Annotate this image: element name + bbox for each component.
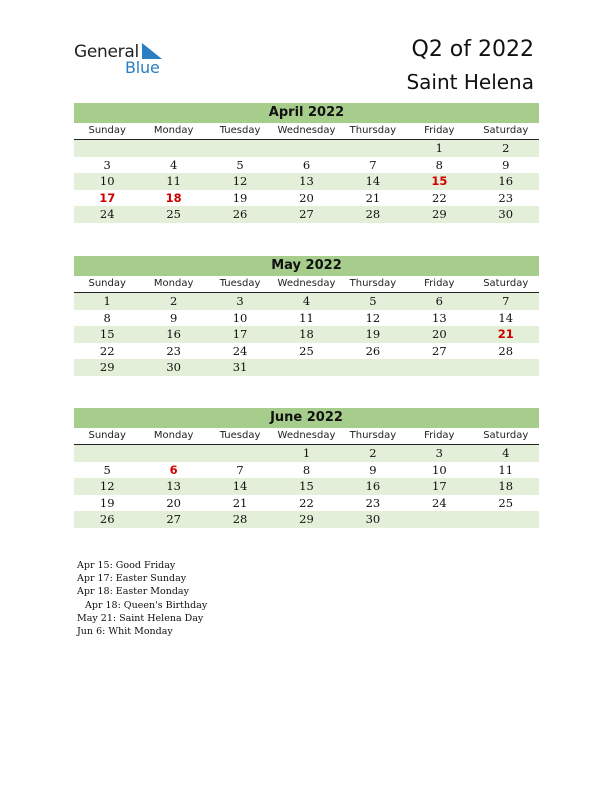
holiday-day-cell: 15: [431, 174, 448, 188]
day-cell: 27: [166, 512, 181, 526]
day-cell: 12: [99, 479, 115, 493]
day-cell: 5: [236, 157, 244, 172]
day-cell: 1: [103, 294, 111, 308]
holiday-item: May 21: Saint Helena Day: [77, 612, 204, 624]
day-cell: 16: [365, 479, 381, 493]
day-cell: 11: [166, 174, 181, 188]
day-cell: 27: [299, 207, 314, 221]
day-cell: 16: [166, 327, 181, 341]
week-row: [74, 343, 539, 360]
day-cell: 19: [365, 327, 381, 341]
day-cell: 13: [432, 310, 447, 325]
month-title: May 2022: [74, 256, 539, 276]
day-cell: [207, 445, 273, 462]
weekday-label: Wednesday: [277, 430, 336, 441]
day-cell: 20: [166, 495, 181, 510]
day-cell: 12: [232, 174, 248, 188]
weekday-label: Sunday: [88, 125, 126, 136]
day-cell: [473, 359, 539, 376]
weekday-label: Monday: [153, 278, 194, 289]
weekday-label: Tuesday: [219, 125, 261, 136]
day-cell: [140, 140, 206, 157]
day-cell: 9: [169, 310, 178, 325]
day-cell: 4: [169, 157, 178, 172]
weekday-label: Saturday: [483, 430, 529, 441]
day-cell: 11: [498, 462, 514, 477]
week-row: [74, 495, 539, 512]
day-cell: 8: [435, 157, 443, 172]
day-cell: 19: [99, 495, 115, 510]
day-cell: 27: [432, 343, 447, 358]
day-cell: 26: [232, 207, 248, 221]
week-row: [74, 478, 539, 495]
day-cell: 14: [365, 174, 381, 188]
day-cell: [273, 359, 339, 376]
weekday-label: Tuesday: [219, 430, 261, 441]
weekday-label: Saturday: [483, 278, 529, 289]
day-cell: 1: [435, 141, 443, 155]
day-cell: 29: [432, 207, 447, 221]
week-row: [74, 462, 539, 479]
day-cell: 18: [498, 479, 514, 493]
day-cell: 25: [166, 207, 181, 221]
day-cell: 6: [302, 157, 311, 172]
holiday-day-cell: 21: [497, 327, 514, 341]
weekday-label: Friday: [424, 125, 455, 136]
day-cell: 5: [369, 294, 377, 308]
day-cell: 16: [498, 174, 514, 188]
week-row: [74, 326, 539, 343]
day-cell: 4: [302, 294, 311, 308]
day-cell: 13: [299, 174, 314, 188]
day-cell: 15: [99, 327, 115, 341]
day-cell: 2: [369, 446, 377, 460]
weekday-label: Friday: [424, 278, 455, 289]
holiday-list: [77, 559, 207, 638]
day-cell: 19: [232, 190, 248, 205]
weekday-label: Monday: [153, 125, 194, 136]
page-subtitle: Saint Helena: [406, 70, 534, 94]
week-row: [74, 293, 539, 310]
weekday-label: Sunday: [88, 430, 126, 441]
week-row: [74, 310, 539, 327]
day-cell: 17: [432, 479, 447, 493]
month-calendar: [74, 256, 539, 376]
week-row: [74, 206, 539, 223]
day-cell: 13: [166, 479, 181, 493]
weekday-label: Wednesday: [277, 125, 336, 136]
week-row: [74, 140, 539, 157]
day-cell: 22: [432, 190, 447, 205]
day-cell: 24: [432, 495, 447, 510]
day-cell: 28: [232, 512, 248, 526]
day-cell: 25: [299, 343, 314, 358]
day-cell: 7: [236, 462, 244, 477]
day-cell: 11: [299, 310, 314, 325]
day-cell: 20: [299, 190, 314, 205]
weekday-header-row: [74, 428, 539, 445]
week-row: [74, 190, 539, 207]
month-title: June 2022: [74, 408, 539, 428]
day-cell: 1: [302, 446, 311, 460]
day-cell: 18: [299, 327, 314, 341]
holiday-day-cell: 17: [99, 190, 116, 205]
day-cell: 3: [236, 294, 244, 308]
day-cell: 6: [435, 294, 443, 308]
weekday-label: Saturday: [483, 125, 529, 136]
holiday-item: Apr 18: Queen's Birthday: [85, 599, 208, 611]
week-row: [74, 511, 539, 528]
day-cell: 21: [232, 495, 248, 510]
day-cell: [340, 140, 406, 157]
day-cell: 31: [232, 360, 248, 374]
weekday-header-row: [74, 123, 539, 140]
weekday-header-row: [74, 276, 539, 293]
day-cell: 20: [432, 327, 447, 341]
month-title: April 2022: [74, 103, 539, 123]
day-cell: 26: [99, 512, 115, 526]
day-cell: 29: [99, 360, 115, 374]
holiday-day-cell: 6: [169, 462, 178, 477]
day-cell: 10: [432, 462, 447, 477]
day-cell: 12: [365, 310, 381, 325]
day-cell: 28: [365, 207, 381, 221]
weekday-label: Wednesday: [277, 278, 336, 289]
month-calendar: [74, 103, 539, 223]
week-row: [74, 359, 539, 376]
day-cell: [473, 511, 539, 528]
day-cell: [406, 359, 472, 376]
weekday-label: Tuesday: [219, 278, 261, 289]
day-cell: 28: [498, 343, 514, 358]
day-cell: 22: [299, 495, 314, 510]
day-cell: 5: [103, 462, 111, 477]
day-cell: [340, 359, 406, 376]
holiday-item: Apr 18: Easter Monday: [77, 586, 189, 598]
week-row: [74, 157, 539, 174]
day-cell: 23: [365, 495, 381, 510]
day-cell: 7: [369, 157, 377, 172]
holiday-day-cell: 18: [165, 190, 182, 205]
month-calendar: [74, 408, 539, 528]
day-cell: 24: [99, 207, 115, 221]
logo-blue-text: Blue: [125, 58, 160, 77]
day-cell: 30: [498, 207, 514, 221]
day-cell: 23: [166, 343, 181, 358]
day-cell: 22: [99, 343, 115, 358]
day-cell: [406, 511, 472, 528]
weekday-label: Thursday: [349, 278, 397, 289]
holiday-item: Apr 17: Easter Sunday: [77, 573, 187, 585]
logo: [74, 42, 174, 78]
page-title: Q2 of 2022: [411, 37, 534, 62]
day-cell: 10: [99, 174, 115, 188]
day-cell: 15: [299, 479, 314, 493]
weekday-label: Sunday: [88, 278, 126, 289]
day-cell: [74, 445, 140, 462]
logo-general-text: General: [74, 42, 139, 62]
day-cell: 8: [103, 310, 111, 325]
day-cell: 9: [369, 462, 377, 477]
day-cell: 14: [232, 479, 248, 493]
day-cell: 26: [365, 343, 381, 358]
day-cell: 29: [299, 512, 314, 526]
day-cell: 4: [502, 446, 510, 460]
day-cell: 24: [232, 343, 248, 358]
holiday-item: Apr 15: Good Friday: [77, 560, 176, 571]
week-row: [74, 445, 539, 462]
day-cell: [74, 140, 140, 157]
day-cell: 21: [365, 190, 381, 205]
day-cell: [140, 445, 206, 462]
day-cell: 3: [435, 446, 443, 460]
day-cell: 7: [502, 294, 510, 308]
weekday-label: Monday: [153, 430, 194, 441]
weekday-label: Friday: [424, 430, 455, 441]
day-cell: 14: [498, 310, 514, 325]
day-cell: 2: [502, 141, 510, 155]
week-row: [74, 173, 539, 190]
day-cell: 25: [498, 495, 514, 510]
weekday-label: Thursday: [349, 125, 397, 136]
logo-flag-icon: [142, 43, 162, 59]
day-cell: 10: [232, 310, 248, 325]
day-cell: 8: [302, 462, 311, 477]
day-cell: 30: [166, 360, 181, 374]
day-cell: 23: [498, 190, 514, 205]
day-cell: 9: [502, 157, 510, 172]
day-cell: 17: [232, 327, 248, 341]
day-cell: 30: [365, 512, 381, 526]
day-cell: [207, 140, 273, 157]
day-cell: [273, 140, 339, 157]
day-cell: 3: [103, 157, 111, 172]
day-cell: 2: [169, 294, 178, 308]
weekday-label: Thursday: [349, 430, 397, 441]
holiday-item: Jun 6: Whit Monday: [77, 625, 173, 637]
